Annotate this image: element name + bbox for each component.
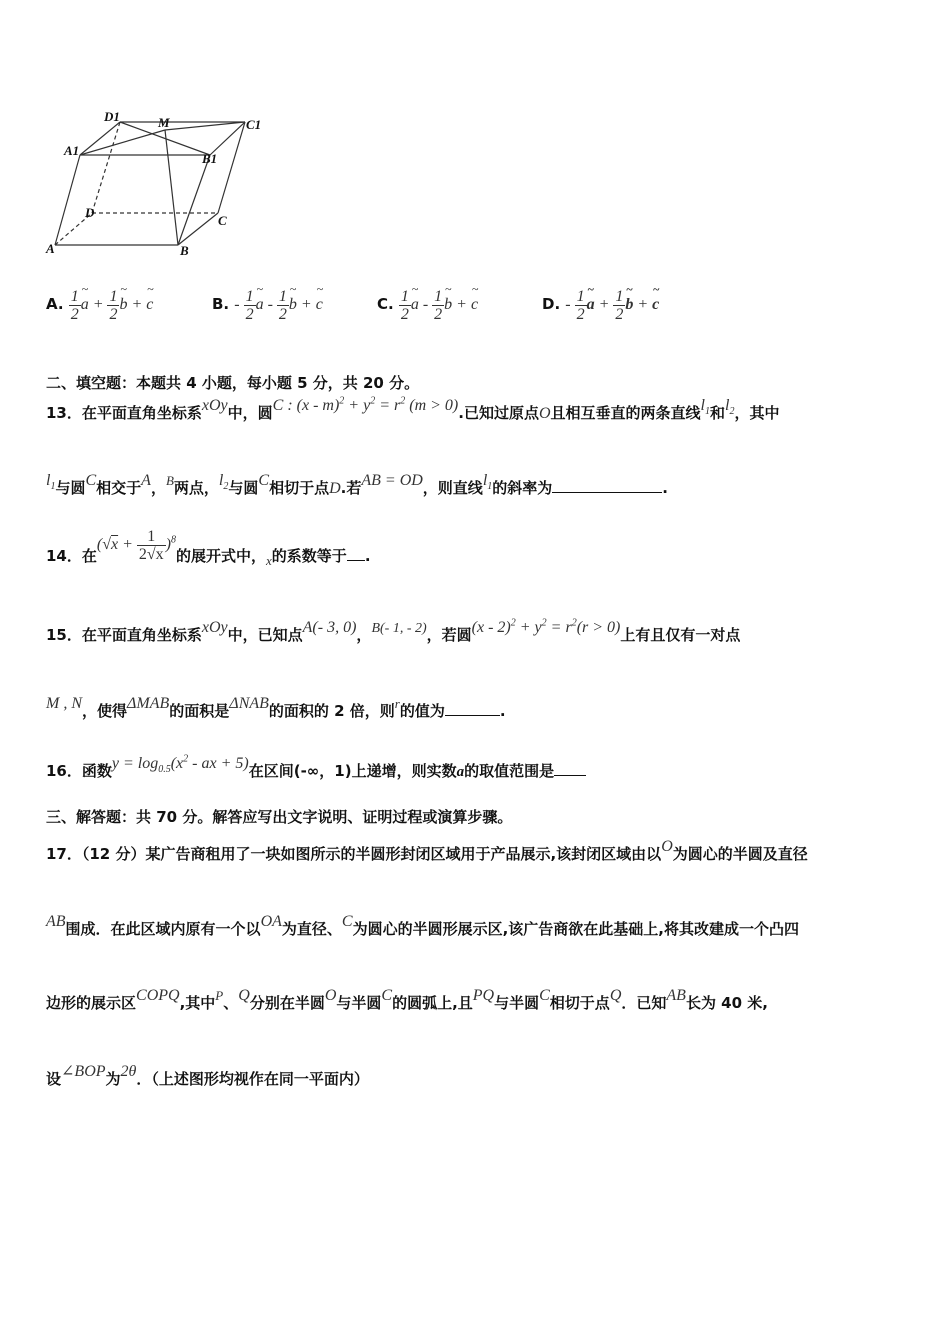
option-b-expr: - $\frac{1}{2}$ ~ a - $\frac{1}{2}$ ~ b + ~ c [234, 296, 323, 313]
label-C1: C1 [246, 117, 262, 132]
q16-line: 16．函数$y = \log_{0.5}(x^2$ - ax + 5)在区间(-∞，1)上递增，则实数a的取值范围是 [46, 760, 586, 783]
q17-line2: AB围成．在此区域内原有一个以OA为直径、C为圆心的半圆形展示区,该广告商欲在此基础上,将其改建成一个凸四 [46, 913, 799, 938]
q13-answer-blank[interactable] [552, 478, 662, 493]
option-b-label: B. [212, 295, 230, 314]
q17-line1: 17．（12 分）某广告商租用了一块如图所示的半圆形封闭区域用于产品展示,该封闭区域由以O为圆心的半圆及直径 [46, 838, 808, 863]
q15-line2: M , N，使得ΔMAB的面积是ΔNAB的面积的 2 倍，则$^r$的值为 . [46, 695, 506, 720]
label-A1: A1 [64, 143, 80, 158]
parallelepiped-figure [40, 105, 280, 265]
label-C: C [218, 213, 227, 228]
q14-line: 14．在(√x + $\frac{1}{2√x}$ )$^8$的展开式中，$_x$的系数等于 . [46, 528, 371, 569]
option-a[interactable] [46, 288, 153, 323]
q17-line3: 边形的展示区COPQ,其中$^P$、Q分别在半圆O与半圆C的圆弧上,且PQ与半圆C相切于点Q．已知AB长为 40 米, [46, 987, 768, 1012]
q14-answer-blank[interactable] [347, 546, 365, 561]
label-A: A [46, 241, 55, 256]
label-D1: D1 [104, 109, 120, 124]
option-a-expr: $\frac{1}{2}$ ~ a + $\frac{1}{2}$ ~ b + ~ c [69, 296, 154, 313]
section3-heading: 三、解答题：共 70 分。解答应写出文字说明、证明过程或演算步骤。 [46, 808, 513, 826]
q16-answer-blank[interactable] [554, 761, 586, 776]
q13-line2: $l_1$与圆C相交于A，$^B$两点，$l_2$与圆C相切于点D.若AB = OD，则直线$l_1$的斜率为 . [46, 472, 668, 497]
option-c-label: C. [377, 295, 394, 314]
label-B: B [180, 243, 189, 258]
label-B1: B1 [202, 151, 218, 166]
label-D: D [85, 205, 95, 220]
q15-answer-blank[interactable] [445, 701, 500, 716]
q15-line1: 15．在平面直角坐标系xOy中，已知点A(- 3, 0)，B(- 1, - 2)，若圆$(x - 2)^2 + y^2 = r^2(r > 0)$上有且仅有一对点 [46, 617, 741, 644]
label-M: M [158, 115, 170, 130]
section2-heading: 二、填空题：本题共 4 小题，每小题 5 分，共 20 分。 [46, 374, 420, 392]
option-d[interactable] [542, 288, 659, 323]
option-c[interactable] [377, 288, 478, 323]
option-d-label: D. [542, 295, 561, 314]
option-b[interactable] [212, 288, 323, 323]
option-d-expr: - $\frac{1}{2}$ ~ a + $\frac{1}{2}$ ~ b + ~ c [565, 296, 659, 313]
option-a-label: A. [46, 295, 64, 314]
q17-line4: 设∠BOP为2θ．（上述图形均视作在同一平面内） [46, 1063, 369, 1088]
q13-line1: 13．在平面直角坐标系xOy中，圆C : $(x - m)^2 + y^2 = r^2$ (m > 0).已知过原点O且相互垂直的两条直线$l_1$和$l_2$，其中 [46, 395, 780, 422]
option-c-expr: $\frac{1}{2}$ ~ a - $\frac{1}{2}$ ~ b + ~ c [399, 296, 478, 313]
